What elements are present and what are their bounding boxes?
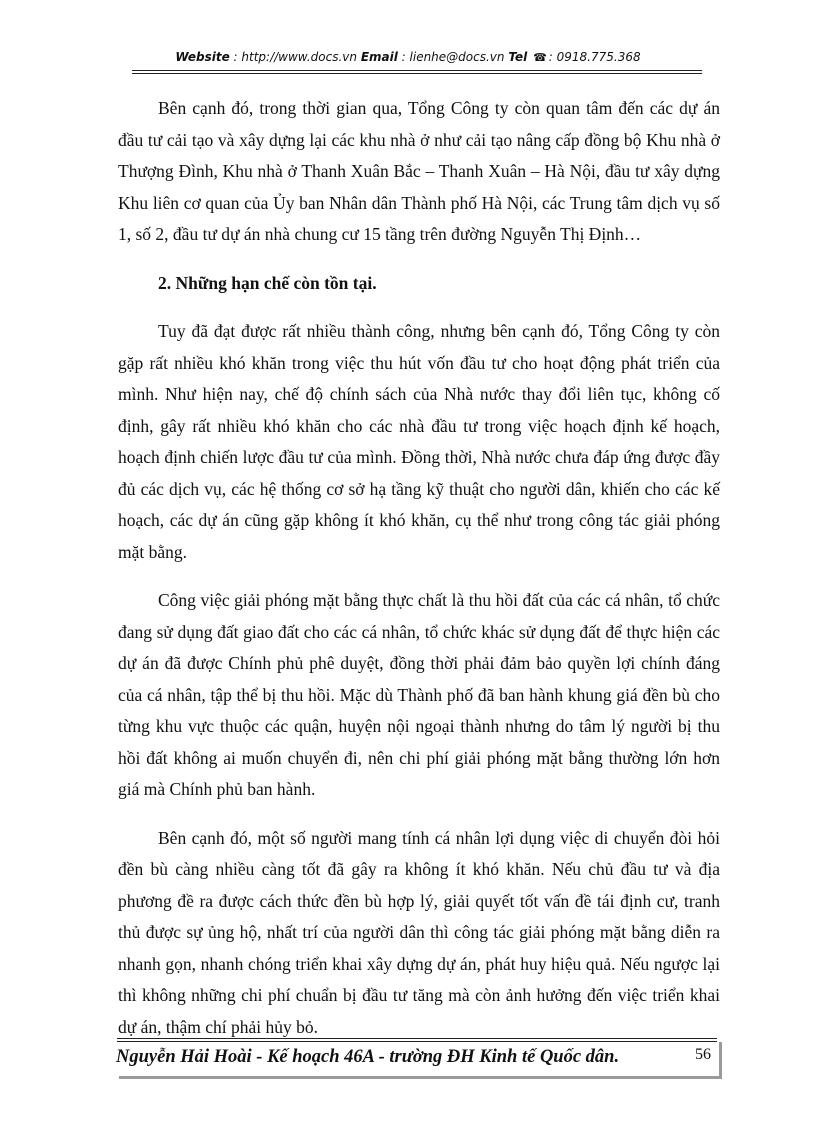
paragraph: Bên cạnh đó, trong thời gian qua, Tổng Công ty còn quan tâm đến các dự án đầu tư cải tạo và xây dựng lại các khu nhà ở như cải tạo nâng cấp đồng bộ Khu nhà ở Thượng Đình, Khu nhà ở Thanh Xuân Bắc – Thanh Xuân – Hà Nội, đầu tư xây dựng Khu liên cơ quan của Ủy ban Nhân dân Thành phố Hà Nội, các Trung tâm dịch vụ số 1, số 2, đầu tư dự án nhà chung cư 15 tầng trên đường Nguyễn Thị Định… <box>118 98 720 244</box>
website-label: Website <box>175 50 230 64</box>
website-value: : http://www.docs.vn <box>233 50 357 64</box>
footer-rule <box>117 1038 717 1039</box>
email-value: : lienhe@docs.vn <box>401 50 505 64</box>
header-rule-secondary <box>132 73 702 74</box>
tel-label: Tel <box>508 50 528 64</box>
paragraph: Công việc giải phóng mặt bằng thực chất là thu hồi đất của các cá nhân, tổ chức đang sử dụng đất giao đất cho các cá nhân, tổ chức khác sử dụng đất để thực hiện các dự án đã được Chính phủ phê duyệt, đồng thời phải đảm bảo quyền lợi chính đáng của cá nhân, tập thể bị thu hồi. Mặc dù Thành phố đã ban hành khung giá đền bù cho từng khu vực thuộc các quận, huyện nội ngoại thành nhưng do tâm lý người bị thu hồi đất không ai muốn chuyển đi, nên chi phí giải phóng mặt bằng thường lớn hơn giá mà Chính phủ ban hành. <box>118 590 720 799</box>
tel-value: : 0918.775.368 <box>548 50 641 64</box>
footer-author-line: Nguyễn Hải Hoài - Kế hoạch 46A - trường ĐH Kinh tế Quốc dân. <box>116 1047 620 1067</box>
footer-shadow-right <box>719 1042 722 1078</box>
footer-shadow-bottom <box>119 1076 722 1079</box>
footer-rule-secondary <box>117 1041 717 1042</box>
paragraph: Tuy đã đạt được rất nhiều thành công, nhưng bên cạnh đó, Tổng Công ty còn gặp rất nhiều khó khăn trong việc thu hút vốn đầu tư cho hoạt động phát triển của mình. Như hiện nay, chế độ chính sách của Nhà nước thay đổi liên tục, không cố định, gây rất nhiều khó khăn cho các nhà đầu tư trong việc hoạch định kế hoạch, hoạch định chiến lược đầu tư của mình. Đồng thời, Nhà nước chưa đáp ứng được đầy đủ các dịch vụ, các hệ thống cơ sở hạ tầng kỹ thuật cho người dân, khiến cho các kế hoạch, các dự án cũng gặp không ít khó khăn, cụ thể như trong công tác giải phóng mặt bằng. <box>118 321 720 562</box>
header-rule <box>132 70 702 71</box>
phone-icon: ☎ <box>533 51 547 64</box>
section-heading: 2. Những hạn chế còn tồn tại. <box>158 272 377 293</box>
paragraph: Bên cạnh đó, một số người mang tính cá nhân lợi dụng việc di chuyển đòi hỏi đền bù càng nhiều càng tốt đã gây ra không ít khó khăn. Nếu chủ đầu tư và địa phương đề ra được cách thức đền bù hợp lý, giải quyết tốt vấn đề tái định cư, tranh thủ được sự ủng hộ, nhất trí của người dân thì công tác giải phóng mặt bằng diễn ra nhanh gọn, nhanh chóng triển khai xây dựng dự án, phát huy hiệu quả. Nếu ngược lại thì không những chi phí chuẩn bị đầu tư tăng mà còn ảnh hưởng đến việc triển khai dự án, thậm chí phải hủy bỏ. <box>118 827 720 1037</box>
page-number: 56 <box>695 1046 711 1063</box>
document-body <box>118 93 720 1043</box>
page-header <box>0 50 816 64</box>
email-label: Email <box>360 50 398 64</box>
